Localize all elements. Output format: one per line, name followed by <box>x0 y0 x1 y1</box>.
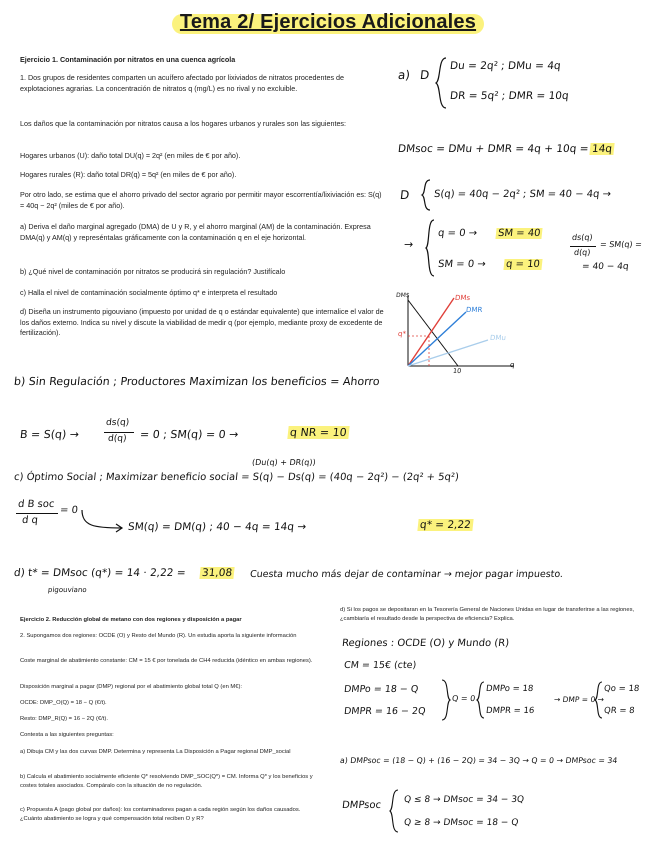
hw-ex2-to-dmp0: → DMP = 0 → <box>553 695 605 704</box>
ex2-answer-intro: Contesta a las siguientes preguntas: <box>20 732 114 738</box>
hw-ex2-dmpo18: DMPo = 18 <box>485 684 534 694</box>
hw-b-frac-bot: d(q) <box>107 434 127 444</box>
curved-arrow-icon <box>80 508 126 534</box>
ex1-question-b: b) ¿Qué nivel de contaminación por nitratos se producirá sin regulación? Justifícalo <box>20 267 286 276</box>
hw-d-note: Cuesta mucho más dejar de contaminar → mejor pagar impuesto. <box>249 569 564 580</box>
hw-ex2-a-line: a) DMPsoc = (18 − Q) + (16 − 2Q) = 34 − 3Q → Q = 0 → DMPsoc = 34 <box>339 756 618 765</box>
title-block <box>172 10 484 36</box>
series-dmu-line <box>408 340 488 366</box>
brace-icon <box>440 678 452 722</box>
hw-ex2-q0: Q = 0 <box>451 694 476 703</box>
hw-s-d: D <box>399 188 410 202</box>
ex2-question-c: c) Propuesta A (pago global por daños): los contaminadores pagan a cada región según los daños causados. ¿Cuánto abatimiento se logra y qué compensación total reciben O y R? <box>20 807 301 822</box>
hw-sm0-result: q = 10 <box>505 259 541 270</box>
page-title: Tema 2/ Ejercicios Adicionales <box>179 11 477 33</box>
ex2-heading: Ejercicio 2. Reducción global de metano con dos regiones y disposición a pagar <box>20 617 242 623</box>
hw-ex2-cm: CM = 15€ (cte) <box>343 660 417 671</box>
hw-ex2-case2: Q ≥ 8 → DMsoc = 18 − Q <box>403 818 519 828</box>
brace-icon <box>476 680 486 720</box>
hw-q0-result: SM = 40 <box>497 228 542 239</box>
ex1-heading: Ejercicio 1. Contaminación por nitratos en una cuenca agrícola <box>20 55 236 64</box>
graph-y-label: DM$ <box>395 292 410 299</box>
hw-c-frac-bot: d q <box>21 515 39 526</box>
graph-x-tick: 10 <box>452 367 462 375</box>
hw-ex2-dmpr16: DMPR = 16 <box>485 706 535 716</box>
brace-icon <box>388 788 400 834</box>
hw-a-line1: Du = 2q² ; DMu = 4q <box>449 60 562 72</box>
hw-a-d: D <box>419 68 430 82</box>
ex2-question-d: d) Si los pagos se depositaran en la Tesorería General de Naciones Unidas en lugar de transferirse a las regiones, ¿cambiaría el resultado desde la perspectiva de eficiencia? Explica. <box>340 607 635 622</box>
hw-a-label: a) <box>397 68 411 82</box>
hw-s-line: S(q) = 40q − 2q² ; SM = 40 − 4q → <box>433 189 612 200</box>
brace-icon <box>424 218 436 278</box>
ex1-damages-intro: Los daños que la contaminación por nitratos causa a los hogares urbanos y rurales son las siguientes: <box>20 119 347 128</box>
ex2-ocde: OCDE: DMP_O(Q) = 18 − Q (€/t). <box>20 700 107 706</box>
graph-series-dmu: DMu <box>489 334 507 342</box>
hw-d-result: 31,08 <box>201 567 233 579</box>
hw-ex2-qr8: QR = 8 <box>603 706 636 716</box>
graph-series-dms: DMs <box>454 294 471 302</box>
graph-x-label: q <box>509 361 515 369</box>
hw-d-line: d) t* = DMsoc (q*) = 14 · 2,22 = <box>13 567 187 579</box>
graph-series-dmr: DMR <box>465 306 483 314</box>
hw-ex2-dmpo: DMPo = 18 − Q <box>343 684 419 695</box>
ex1-question-a: a) Deriva el daño marginal agregado (DMA) de U y R, y el ahorro marginal (AM) de la contaminación. Expresa DMA(q) y AM(q) y represéntalas gráficamente con la contaminación q en el eje horizontal. <box>20 222 371 242</box>
hw-arrow: → <box>403 238 414 251</box>
brace-icon <box>594 680 604 720</box>
hw-c-frac-eq: = 0 <box>59 505 79 516</box>
ex1-intro: 1. Dos grupos de residentes comparten un acuífero afectado por lixiviados de nitratos procedentes de explotaciones agrarias. La concentración de nitratos q (mg/L) es no rival y no excluible. <box>20 73 345 93</box>
hw-dmsoc: DMsoc = DMu + DMR = 4q + 10q = <box>397 143 590 155</box>
hw-b-line1: b) Sin Regulación ; Productores Maximizan los beneficios = Ahorro <box>13 375 381 388</box>
hw-ex2-dmpr: DMPR = 16 − 2Q <box>343 706 427 717</box>
series-dmr-line <box>408 312 466 366</box>
hw-c-line2: SM(q) = DM(q) ; 40 − 4q = 14q → <box>127 521 307 533</box>
hw-ex2-regions: Regiones : OCDE (O) y Mundo (R) <box>341 638 510 649</box>
graph-qstar-label: q* <box>397 330 407 338</box>
ex1-question-c: c) Halla el nivel de contaminación socialmente óptimo q* e interpreta el resultado <box>20 288 278 297</box>
hw-ex2-case1: Q ≤ 8 → DMsoc = 34 − 3Q <box>403 795 525 805</box>
hw-c-frac-top: d B soc <box>17 499 55 510</box>
brace-icon <box>420 178 432 212</box>
ex2-cm: Coste marginal de abatimiento constante: CM = 15 € por tonelada de CH4 reducida (idéntico en ambas regiones). <box>20 658 313 664</box>
hw-b-eq-rest: = 0 ; SM(q) = 0 → <box>139 428 240 441</box>
hw-c-over: (Du(q) + DR(q)) <box>251 458 317 467</box>
hw-frac-rhs: = SM(q) = <box>599 240 643 249</box>
hw-ex2-dmpsoc: DMPsoc <box>341 800 382 811</box>
hw-ex2-qo18: Qo = 18 <box>603 684 640 694</box>
hw-b-result: q NR = 10 <box>289 426 348 439</box>
hw-dmsoc-result: 14q <box>591 143 613 155</box>
ex2-question-b: b) Calcula el abatimiento socialmente eficiente Q* resolviendo DMP_SOC(Q*) = CM. Informa Q* y los beneficios y costes totales asociados. Compáralo con la situación de no regulación. <box>20 774 313 789</box>
ex2-resto: Resto: DMP_R(Q) = 16 − 2Q (€/t). <box>20 716 108 722</box>
ex1-savings: Por otro lado, se estima que el ahorro privado del sector agrario por permitir mayor escorrentía/lixiviación es: S(q) = 40q − 2q² (miles de € por año). <box>20 190 382 210</box>
hw-frac-rhs2: = 40 − 4q <box>581 262 630 272</box>
brace-icon <box>434 56 448 110</box>
hw-sm0: SM = 0 → <box>437 259 487 270</box>
hw-q0: q = 0 → <box>437 228 478 239</box>
ex2-dmp: Disposición marginal a pagar (DMP) regional por el abatimiento global total Q (en M€): <box>20 684 242 690</box>
ex1-question-d: d) Diseña un instrumento pigouviano (impuesto por unidad de q o estándar equivalente) que internalice el valor de los daños externo. Indica su nivel y discute la viabilidad de medir q (por ejemplo, mediante proxy de excedente de fertilización). <box>20 307 384 338</box>
series-dms-line <box>408 298 454 366</box>
ex2-question-a: a) Dibuja CM y las dos curvas DMP. Determina y representa La Disposición a Pagar regional DMP_social <box>20 749 291 755</box>
hw-d-pig: pigouviano <box>47 586 88 594</box>
ex1-urban: Hogares urbanos (U): daño total DU(q) = 2q² (en miles de € por año). <box>20 151 241 160</box>
fraction-line <box>104 432 134 433</box>
hw-c-result: q* = 2,22 <box>419 519 472 531</box>
hw-b-frac-top: ds(q) <box>105 418 130 428</box>
ex1-rural: Hogares rurales (R): daño total DR(q) = 5q² (en miles de € por año). <box>20 170 237 179</box>
hw-frac-top: ds(q) <box>571 233 594 242</box>
hw-frac-bot: d(q) <box>573 248 591 257</box>
ex2-intro: 2. Supongamos dos regiones: OCDE (O) y Resto del Mundo (R). Un estudia aporta la siguiente información <box>20 633 297 639</box>
hw-a-line2: DR = 5q² ; DMR = 10q <box>449 90 570 102</box>
hw-c-line1: c) Óptimo Social ; Maximizar beneficio social = S(q) − Ds(q) = (40q − 2q²) − (2q² + 5q²) <box>13 472 460 483</box>
fraction-line <box>570 246 596 247</box>
hw-b-eq: B = S(q) → <box>19 428 80 441</box>
fraction-line <box>16 513 58 514</box>
